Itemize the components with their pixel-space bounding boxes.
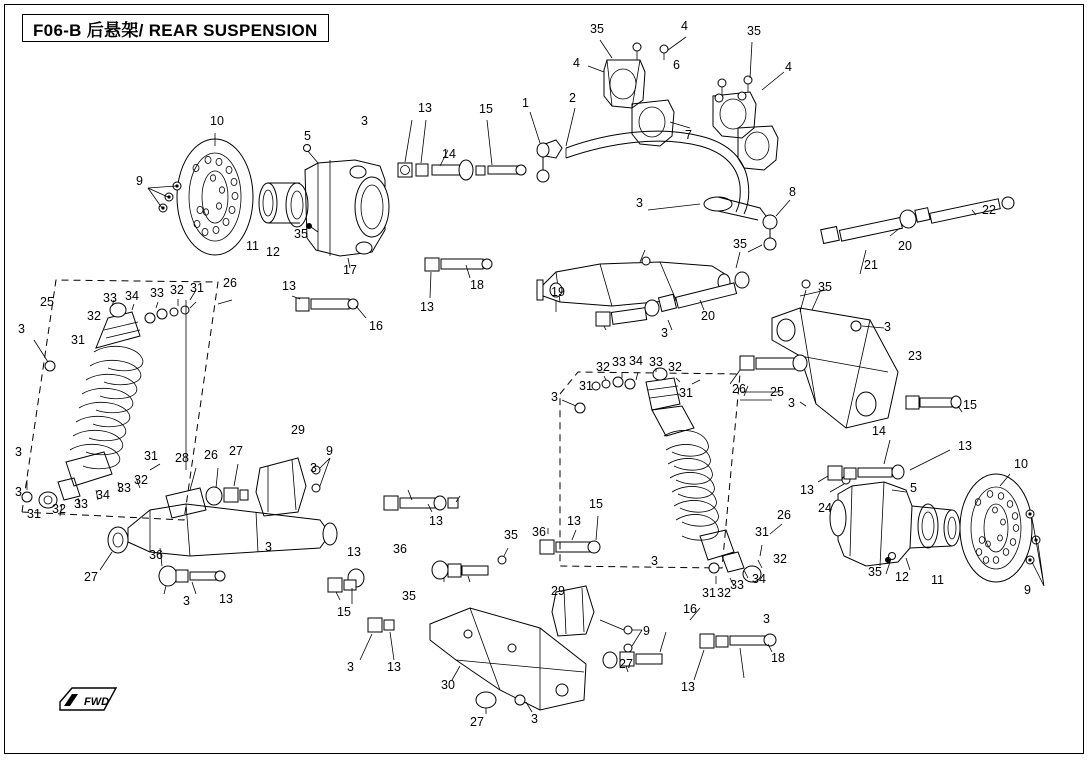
callout-number: 18 (470, 278, 484, 292)
callout-number: 11 (246, 239, 259, 253)
callout-number: 9 (326, 444, 333, 458)
callout-number: 36 (149, 548, 163, 562)
callout-number: 30 (441, 678, 455, 692)
callout-number: 31 (679, 386, 693, 400)
callout-number: 4 (573, 56, 580, 70)
callout-number: 10 (1014, 457, 1028, 471)
callout-number: 4 (681, 19, 688, 33)
callout-number: 3 (361, 114, 368, 128)
callout-number: 34 (629, 354, 643, 368)
rear-brake-disc-left (148, 133, 253, 255)
callout-number: 10 (210, 114, 224, 128)
callout-number: 13 (420, 300, 434, 314)
callout-number: 35 (747, 24, 761, 38)
callout-number: 27 (84, 570, 98, 584)
callout-number: 3 (788, 396, 795, 410)
callout-number: 3 (661, 326, 668, 340)
callout-number: 35 (733, 237, 747, 251)
callout-number: 12 (266, 245, 280, 259)
callout-number: 25 (770, 385, 784, 399)
callout-number: 29 (551, 584, 565, 598)
callout-number: 3 (183, 594, 190, 608)
callout-number: 31 (755, 525, 769, 539)
rear-brake-disc-right (960, 474, 1044, 586)
callout-number: 5 (910, 481, 917, 495)
callout-number: 26 (204, 448, 218, 462)
lower-link-rods-right (730, 355, 807, 384)
callout-number: 36 (532, 525, 546, 539)
callout-number: 34 (125, 289, 139, 303)
callout-number: 18 (771, 651, 785, 665)
callout-number: 13 (387, 660, 401, 674)
fasteners-right (603, 396, 962, 680)
callout-number: 13 (418, 101, 432, 115)
callout-number: 14 (872, 424, 886, 438)
callout-number: 26 (777, 508, 791, 522)
callout-number: 31 (144, 449, 158, 463)
callout-number: 12 (895, 570, 909, 584)
callout-number: 35 (402, 589, 416, 603)
callout-number: 13 (958, 439, 972, 453)
callout-number: 26 (223, 276, 237, 290)
stabilizer-clamps (588, 37, 784, 170)
callout-number: 3 (636, 196, 643, 210)
callout-number: 24 (818, 501, 832, 515)
callout-number: 35 (590, 22, 604, 36)
callout-number: 3 (15, 485, 22, 499)
callout-number: 3 (884, 320, 891, 334)
callout-number: 14 (442, 147, 456, 161)
callout-number: 32 (52, 502, 66, 516)
callout-number: 32 (596, 360, 610, 374)
callout-number: 32 (170, 283, 184, 297)
callout-number: 31 (71, 333, 85, 347)
callout-number: 36 (393, 542, 407, 556)
callout-number: 33 (103, 291, 117, 305)
callout-number: 13 (429, 514, 443, 528)
callout-number: 32 (87, 309, 101, 323)
callout-number: 21 (864, 258, 878, 272)
callout-number: 16 (369, 319, 383, 333)
callout-number: 31 (27, 507, 41, 521)
callout-number: 35 (868, 565, 882, 579)
callout-number: 23 (908, 349, 922, 363)
callout-number: 31 (579, 379, 593, 393)
callout-number: 19 (551, 285, 565, 299)
callout-number: 27 (619, 657, 633, 671)
callout-number: 34 (752, 572, 766, 586)
callout-number: 6 (673, 58, 680, 72)
callout-number: 35 (504, 528, 518, 542)
callout-number: 20 (898, 239, 912, 253)
callout-number: 33 (649, 355, 663, 369)
callout-number: 9 (643, 624, 650, 638)
callout-number: 32 (134, 473, 148, 487)
callout-number: 20 (701, 309, 715, 323)
callout-number: 31 (190, 281, 204, 295)
callout-number: 25 (40, 295, 54, 309)
callout-number: 33 (730, 578, 744, 592)
rear-frame-member (430, 586, 642, 714)
callout-number: 33 (612, 355, 626, 369)
callout-number: 3 (15, 445, 22, 459)
svg-text:FWD: FWD (84, 696, 110, 708)
callout-number: 3 (531, 712, 538, 726)
diagram-title-box (22, 14, 329, 42)
callout-number: 34 (96, 488, 110, 502)
upper-link-rods (596, 196, 1015, 330)
callout-number: 13 (282, 279, 296, 293)
callout-number: 15 (589, 497, 603, 511)
stabilizer-link-right (648, 197, 790, 252)
callout-number: 15 (479, 102, 493, 116)
callout-number: 4 (785, 60, 792, 74)
callout-number: 17 (343, 263, 357, 277)
callout-number: 13 (567, 514, 581, 528)
callout-number: 33 (117, 481, 131, 495)
callout-number: 3 (347, 660, 354, 674)
callout-number: 32 (668, 360, 682, 374)
callout-number: 5 (304, 129, 311, 143)
callout-number: 3 (651, 554, 658, 568)
callout-number: 2 (569, 91, 576, 105)
fwd-arrow-icon (58, 684, 120, 714)
callout-number: 3 (763, 612, 770, 626)
callout-number: 32 (773, 552, 787, 566)
callout-number: 3 (551, 390, 558, 404)
callout-number: 33 (74, 497, 88, 511)
callout-number: 3 (18, 322, 25, 336)
callout-number: 3 (265, 540, 272, 554)
callout-number: 13 (347, 545, 361, 559)
callout-number: 15 (337, 605, 351, 619)
callout-number: 22 (982, 203, 996, 217)
callout-number: 13 (219, 592, 233, 606)
callout-number: 9 (136, 174, 143, 188)
callout-number: 27 (229, 444, 243, 458)
rear-hub-right (830, 476, 960, 574)
callout-number: 31 (702, 586, 716, 600)
callout-number: 29 (291, 423, 305, 437)
callout-number: 33 (150, 286, 164, 300)
callout-number: 28 (175, 451, 189, 465)
callout-number: 27 (470, 715, 484, 729)
callout-number: 9 (1024, 583, 1031, 597)
callout-number: 1 (522, 96, 529, 110)
callout-number: 8 (789, 185, 796, 199)
fasteners-top-left (292, 120, 526, 318)
callout-number: 3 (310, 461, 317, 475)
callout-number: 16 (683, 602, 697, 616)
callout-number: 15 (963, 398, 977, 412)
callout-number: 13 (681, 680, 695, 694)
page-title: F06-B 后悬架/ REAR SUSPENSION (33, 20, 318, 40)
callout-number: 32 (717, 586, 731, 600)
callout-number: 26 (732, 382, 746, 396)
callout-number: 11 (931, 573, 944, 587)
callout-number: 35 (818, 280, 832, 294)
stabilizer-link-left (530, 108, 575, 182)
callout-number: 13 (800, 483, 814, 497)
callout-number: 35 (294, 227, 308, 241)
callout-number: 7 (685, 128, 692, 142)
